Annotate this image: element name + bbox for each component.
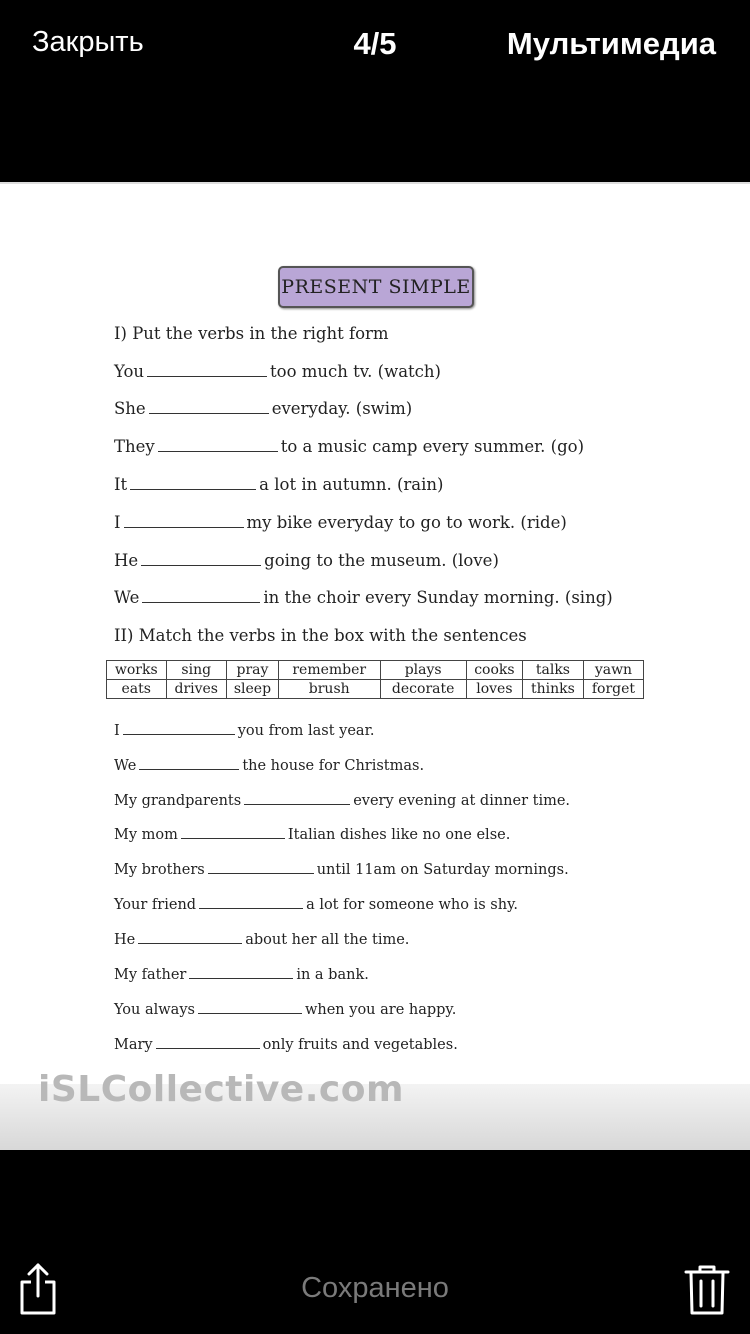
share-icon <box>18 1262 58 1316</box>
line-start: It <box>114 475 128 494</box>
delete-button[interactable] <box>684 1264 730 1316</box>
line-end: only fruits and vegetables. <box>262 1037 458 1053</box>
line-end: the house for Christmas. <box>242 758 425 774</box>
answer-blank <box>139 755 239 770</box>
answer-blank <box>138 929 242 944</box>
line-end: Italian dishes like no one else. <box>287 827 511 843</box>
exercise-line <box>114 513 567 532</box>
line-end: in the choir every Sunday morning. (sing) <box>263 588 613 607</box>
section2-heading: II) Match the verbs in the box with the sentences <box>114 626 527 645</box>
exercise-line <box>114 362 441 381</box>
answer-blank <box>156 1034 260 1049</box>
verb-cell: brush <box>278 680 380 699</box>
verb-cell: yawn <box>583 661 643 680</box>
answer-blank <box>199 894 303 909</box>
exercise-line <box>114 929 409 948</box>
exercise-line <box>114 790 570 809</box>
verb-cell: pray <box>227 661 279 680</box>
verb-box <box>106 660 644 699</box>
worksheet-title: PRESENT SIMPLE <box>278 266 474 308</box>
verb-cell: talks <box>523 661 584 680</box>
verb-cell: cooks <box>466 661 522 680</box>
line-end: too much tv. (watch) <box>270 362 441 381</box>
line-start: She <box>114 399 146 418</box>
photo-counter-text: 4/5 <box>353 26 397 61</box>
line-start: He <box>114 932 136 948</box>
exercise-line <box>114 964 369 983</box>
line-end: going to the museum. (love) <box>264 551 499 570</box>
verb-cell: works <box>107 661 167 680</box>
answer-blank <box>189 964 293 979</box>
photo-view[interactable] <box>0 182 750 1150</box>
media-button[interactable]: Мультимедиа <box>506 26 716 61</box>
exercise-line <box>114 894 518 913</box>
saved-status-text: Сохранено <box>301 1272 449 1304</box>
verb-box-row <box>107 680 644 699</box>
line-end: about her all the time. <box>245 932 410 948</box>
line-end: a lot in autumn. (rain) <box>259 475 444 494</box>
top-bar <box>0 0 750 182</box>
line-end: you from last year. <box>237 723 375 739</box>
worksheet <box>0 184 750 1150</box>
close-button[interactable]: Закрыть <box>32 26 144 58</box>
answer-blank <box>130 475 256 490</box>
verb-cell: drives <box>166 680 227 699</box>
line-start: We <box>114 758 137 774</box>
verb-cell: eats <box>107 680 167 699</box>
exercise-line <box>114 399 412 418</box>
answer-blank <box>181 824 285 839</box>
exercise-line <box>114 755 424 774</box>
answer-blank <box>198 999 302 1014</box>
answer-blank <box>244 790 350 805</box>
exercise-line <box>114 824 510 843</box>
answer-blank <box>124 513 244 528</box>
line-start: My brothers <box>114 862 205 878</box>
line-start: He <box>114 551 139 570</box>
answer-blank <box>208 859 314 874</box>
answer-blank <box>149 399 269 414</box>
verb-cell: thinks <box>523 680 584 699</box>
line-start: You always <box>114 1002 195 1018</box>
line-end: my bike everyday to go to work. (ride) <box>246 513 567 532</box>
share-button[interactable] <box>18 1262 58 1316</box>
verb-cell: sing <box>166 661 227 680</box>
line-start: Mary <box>114 1037 153 1053</box>
line-end: every evening at dinner time. <box>353 793 571 809</box>
answer-blank <box>123 720 235 735</box>
section1-heading: I) Put the verbs in the right form <box>114 324 389 343</box>
line-end: everyday. (swim) <box>271 399 413 418</box>
verb-cell: forget <box>583 680 643 699</box>
answer-blank <box>158 437 278 452</box>
line-start: My father <box>114 967 187 983</box>
trash-icon <box>684 1264 730 1316</box>
exercise-line <box>114 475 443 494</box>
line-end: to a music camp every summer. (go) <box>280 437 585 456</box>
line-start: You <box>114 362 145 381</box>
answer-blank <box>142 588 260 603</box>
verb-cell: remember <box>278 661 380 680</box>
verb-cell: decorate <box>380 680 466 699</box>
line-end: in a bank. <box>296 967 369 983</box>
exercise-line <box>114 551 499 570</box>
exercise-line <box>114 437 584 456</box>
line-start: We <box>114 588 140 607</box>
line-start: Your friend <box>114 897 197 913</box>
exercise-line <box>114 588 613 607</box>
exercise-line <box>114 1034 458 1053</box>
answer-blank <box>141 551 261 566</box>
exercise-line <box>114 859 569 878</box>
answer-blank <box>147 362 267 377</box>
bottom-bar <box>0 1150 750 1334</box>
verb-cell: loves <box>466 680 522 699</box>
verb-box-row <box>107 661 644 680</box>
exercise-line <box>114 720 375 739</box>
line-start: My mom <box>114 827 178 843</box>
verb-cell: plays <box>380 661 466 680</box>
line-end: a lot for someone who is shy. <box>306 897 518 913</box>
watermark: iSLCollective.com <box>38 1069 404 1110</box>
line-start: They <box>114 437 155 456</box>
line-start: I <box>114 513 121 532</box>
line-end: until 11am on Saturday mornings. <box>316 862 569 878</box>
line-start: I <box>114 723 120 739</box>
line-start: My grandparents <box>114 793 242 809</box>
line-end: when you are happy. <box>304 1002 457 1018</box>
exercise-line <box>114 999 456 1018</box>
verb-cell: sleep <box>227 680 279 699</box>
